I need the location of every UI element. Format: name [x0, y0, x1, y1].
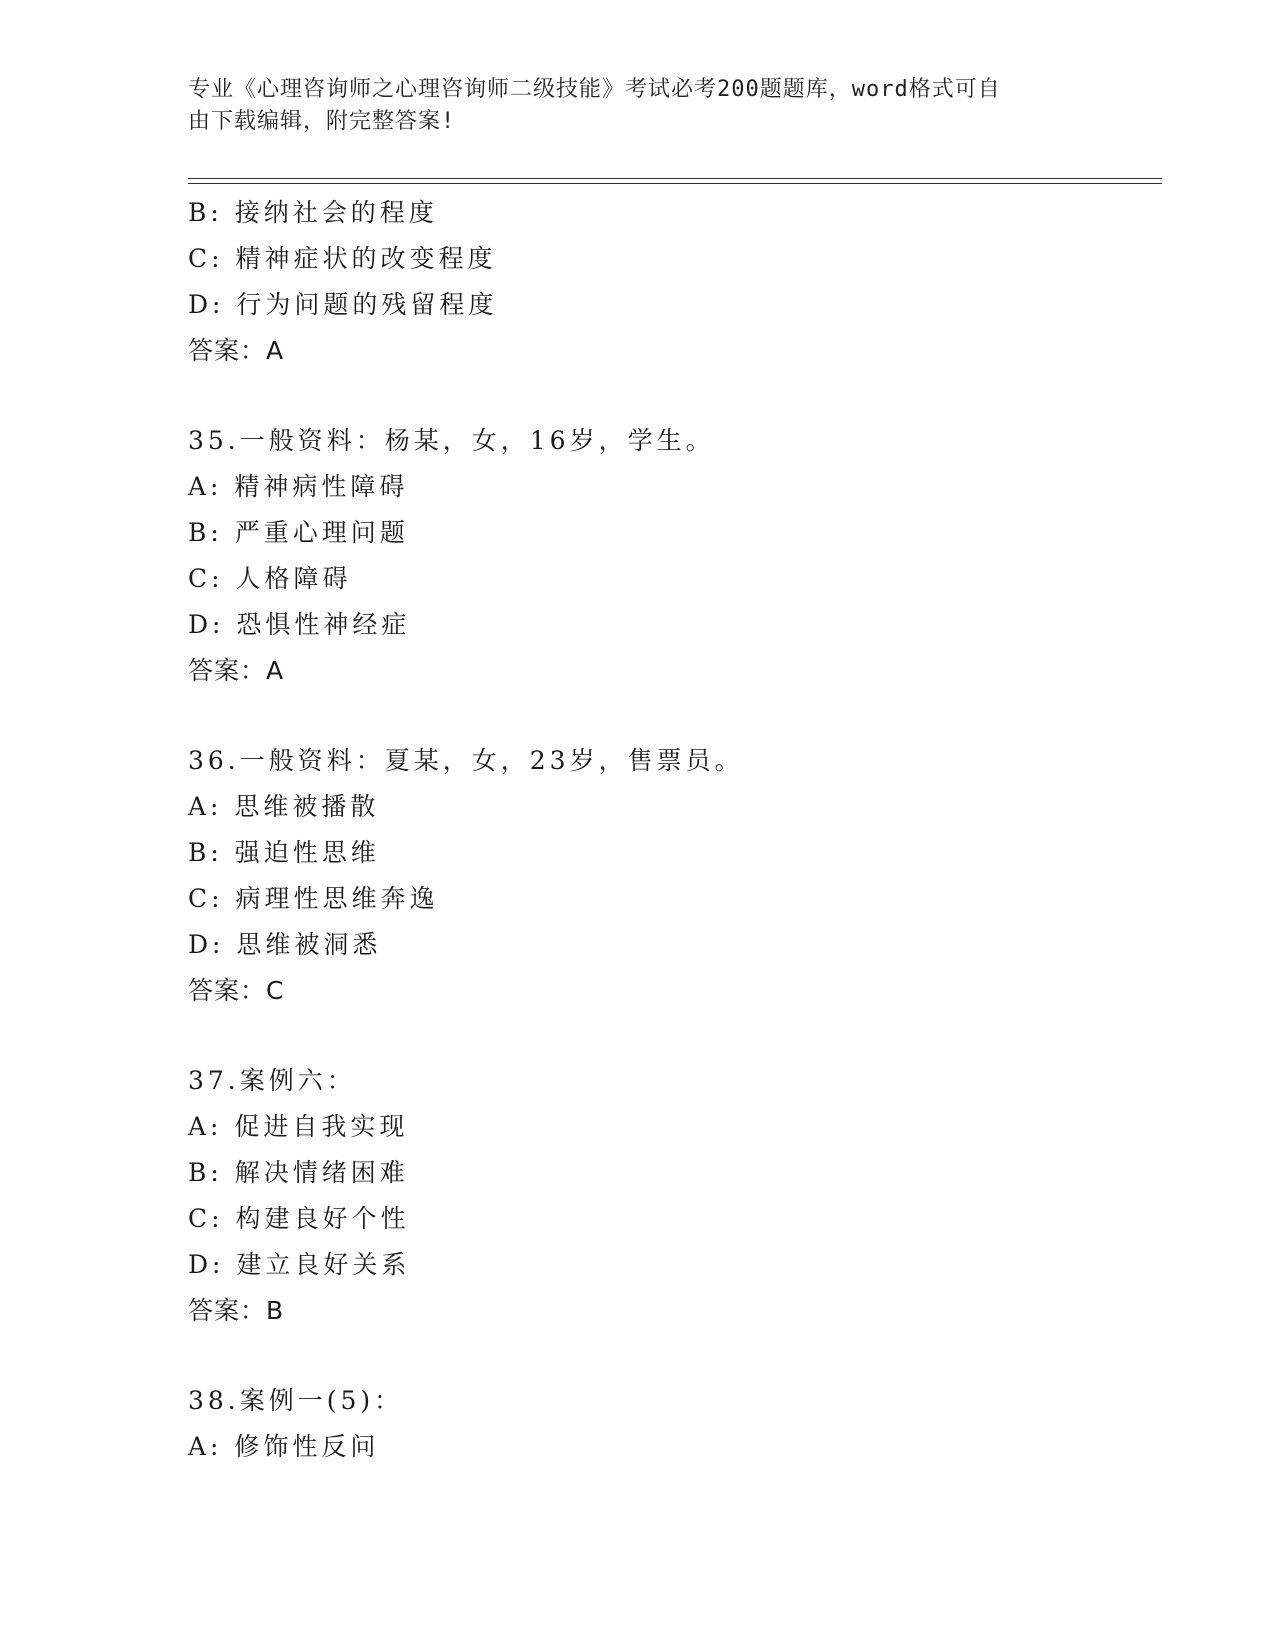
- question-block: [188, 1378, 1162, 1470]
- question-list: [188, 190, 1162, 1470]
- option-line: A: 思维被播散: [188, 792, 380, 821]
- question-block: [188, 738, 1162, 1014]
- option-line: A: 促进自我实现: [188, 1112, 409, 1141]
- header-divider-bottom: [188, 183, 1162, 184]
- option-line: A: 修饰性反问: [188, 1432, 380, 1461]
- option-line: D: 行为问题的残留程度: [188, 290, 498, 319]
- option-line: B: 强迫性思维: [188, 838, 380, 867]
- question-block: [188, 1058, 1162, 1334]
- answer-line: 答案：A: [188, 656, 285, 685]
- option-line: D: 建立良好关系: [188, 1250, 411, 1279]
- answer-line: 答案：C: [188, 976, 285, 1005]
- option-line: C: 构建良好个性: [188, 1204, 410, 1233]
- option-line: B: 严重心理问题: [188, 518, 409, 547]
- option-line: C: 精神症状的改变程度: [188, 244, 497, 273]
- option-line: A: 精神病性障碍: [188, 472, 409, 501]
- question-stem: 38.案例一(5)：: [188, 1386, 404, 1415]
- answer-line: 答案：A: [188, 336, 285, 365]
- header-line-1: 专业《心理咨询师之心理咨询师二级技能》考试必考200题题库，word格式可自: [188, 77, 1001, 102]
- answer-line: 答案：B: [188, 1296, 285, 1325]
- question-stem: 37.案例六：: [188, 1066, 356, 1095]
- option-line: C: 人格障碍: [188, 564, 352, 593]
- question-block: [188, 418, 1162, 694]
- document-header: [188, 74, 1068, 138]
- question-stem: 35.一般资料：杨某，女，16岁，学生。: [188, 426, 715, 455]
- question-stem: 36.一般资料：夏某，女，23岁，售票员。: [188, 746, 744, 775]
- header-divider-top: [188, 178, 1162, 179]
- option-line: B: 解决情绪困难: [188, 1158, 409, 1187]
- header-line-2: 由下载编辑，附完整答案!: [188, 109, 456, 134]
- question-block: [188, 190, 1162, 374]
- option-line: D: 恐惧性神经症: [188, 610, 411, 639]
- option-line: D: 思维被洞悉: [188, 930, 382, 959]
- option-line: C: 病理性思维奔逸: [188, 884, 439, 913]
- option-line: B: 接纳社会的程度: [188, 198, 438, 227]
